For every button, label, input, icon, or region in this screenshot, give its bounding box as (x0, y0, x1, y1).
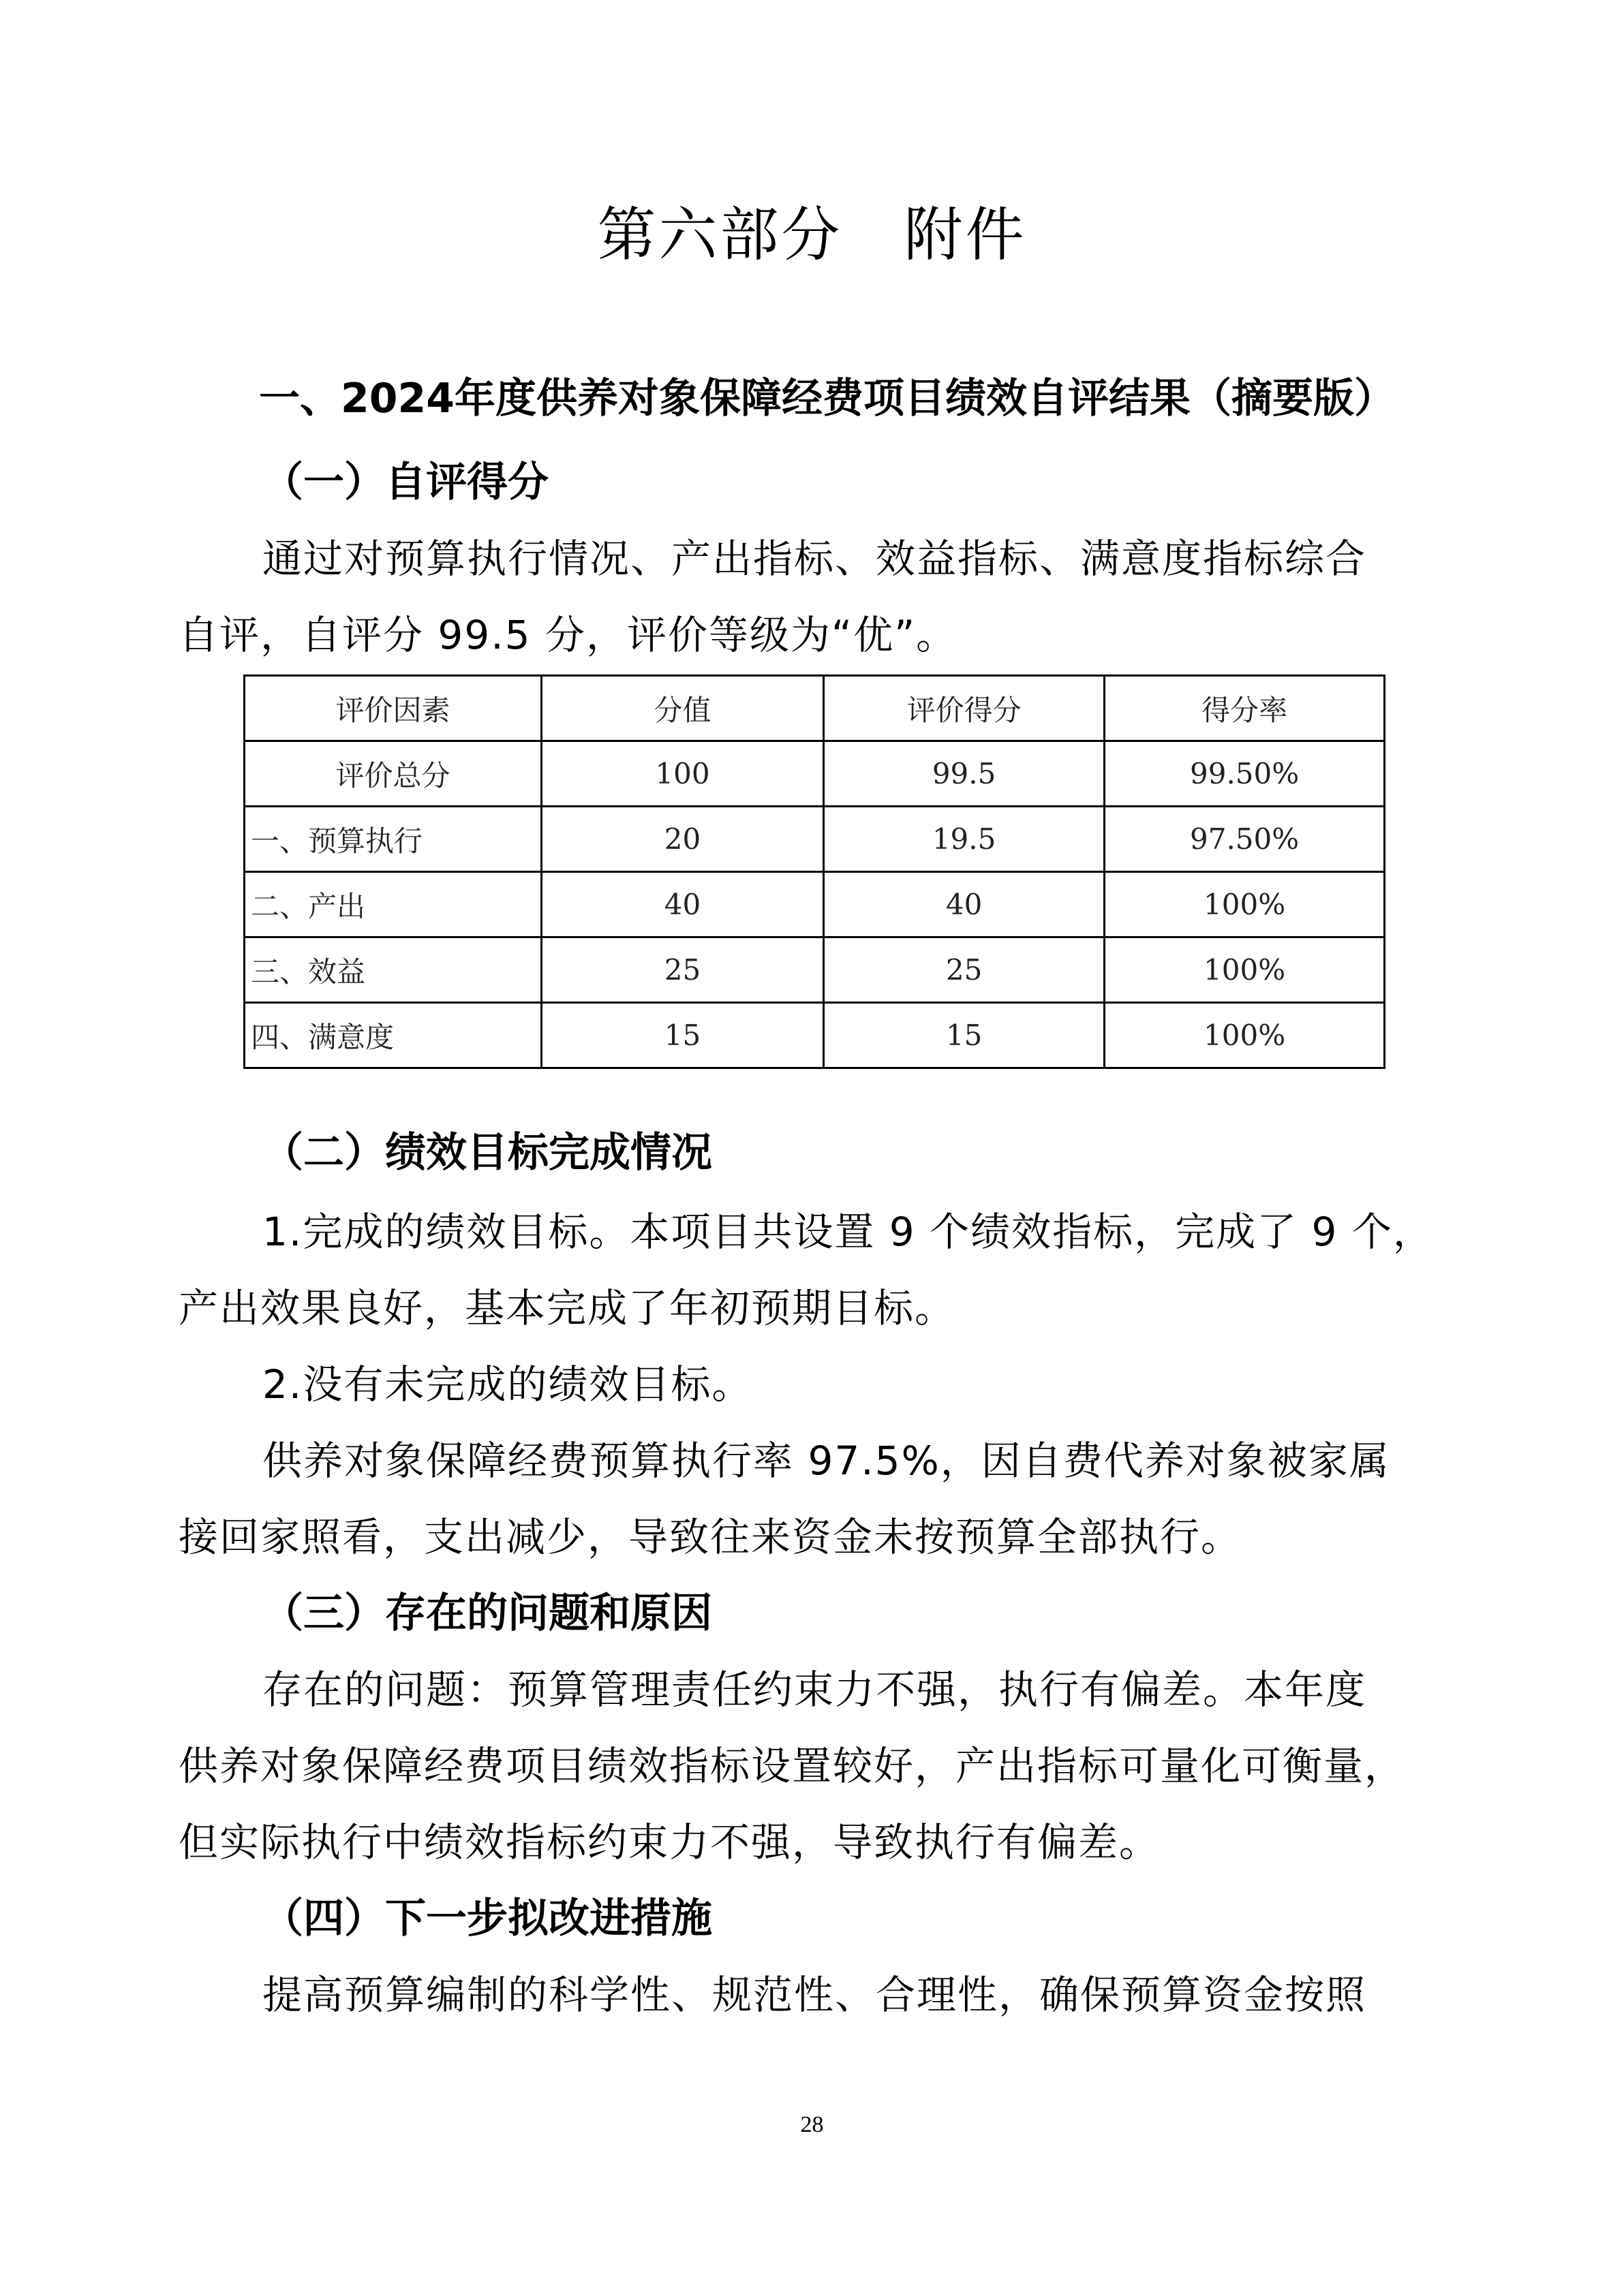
cell-score: 15 (824, 1003, 1105, 1068)
paragraph-line: 产出效果良好，基本完成了年初预期目标。 (179, 1285, 956, 1331)
subsection-heading-self-score: （一）自评得分 (262, 459, 549, 506)
cell-value: 100 (541, 741, 823, 807)
cell-value: 15 (541, 1003, 823, 1068)
cell-rate: 100% (1105, 1003, 1385, 1068)
paragraph-line: 供养对象保障经费项目绩效指标设置较好，产出指标可量化可衡量， (179, 1743, 1406, 1789)
paragraph-line: 2.没有未完成的绩效目标。 (262, 1361, 753, 1408)
table-row (245, 937, 1385, 1003)
cell-factor: 一、预算执行 (245, 807, 542, 872)
paragraph-line: 自评，自评分 99.5 分，评价等级为“优”。 (179, 612, 957, 658)
cell-score: 19.5 (824, 807, 1105, 872)
section-heading: 一、2024年度供养对象保障经费项目绩效自评结果（摘要版） (259, 375, 1395, 422)
paragraph-line: 提高预算编制的科学性、规范性、合理性，确保预算资金按照 (262, 1972, 1367, 2018)
subsection-heading-goal-completion: （二）绩效目标完成情况 (262, 1129, 712, 1177)
title-name: 附件 (904, 201, 1027, 269)
table-row (245, 741, 1385, 807)
subsection-heading-problems: （三）存在的问题和原因 (262, 1589, 712, 1637)
cell-rate: 99.50% (1105, 741, 1385, 807)
subsection-heading-improvements: （四）下一步拟改进措施 (262, 1895, 712, 1942)
page-title (0, 198, 1624, 273)
paragraph-line: 1.完成的绩效目标。本项目共设置 9 个绩效指标，完成了 9 个， (262, 1209, 1434, 1255)
cell-score: 40 (824, 872, 1105, 937)
title-part: 第六部分 (597, 201, 843, 269)
cell-factor: 三、效益 (245, 937, 542, 1003)
cell-rate: 97.50% (1105, 807, 1385, 872)
cell-rate: 100% (1105, 937, 1385, 1003)
table-row (245, 872, 1385, 937)
table-row (245, 807, 1385, 872)
paragraph-line: 供养对象保障经费预算执行率 97.5%，因自费代养对象被家属 (262, 1438, 1390, 1484)
header-cell: 评价得分 (824, 676, 1105, 741)
cell-score: 25 (824, 937, 1105, 1003)
header-cell: 得分率 (1105, 676, 1385, 741)
cell-factor: 二、产出 (245, 872, 542, 937)
cell-rate: 100% (1105, 872, 1385, 937)
page-number: 28 (800, 2112, 824, 2137)
cell-value: 25 (541, 937, 823, 1003)
paragraph-line: 但实际执行中绩效指标约束力不强，导致执行有偏差。 (179, 1819, 1161, 1865)
header-cell: 分值 (541, 676, 823, 741)
paragraph-line: 通过对预算执行情况、产出指标、效益指标、满意度指标综合 (262, 536, 1367, 582)
paragraph-line: 接回家照看，支出减少，导致往来资金未按预算全部执行。 (179, 1514, 1242, 1560)
header-cell: 评价因素 (245, 676, 542, 741)
cell-score: 99.5 (824, 741, 1105, 807)
cell-value: 20 (541, 807, 823, 872)
cell-value: 40 (541, 872, 823, 937)
cell-factor: 四、满意度 (245, 1003, 542, 1068)
table-header-row (245, 676, 1385, 741)
table-row (245, 1003, 1385, 1068)
cell-factor: 评价总分 (245, 741, 542, 807)
score-table (243, 674, 1385, 1069)
paragraph-line: 存在的问题：预算管理责任约束力不强，执行有偏差。本年度 (262, 1666, 1367, 1713)
